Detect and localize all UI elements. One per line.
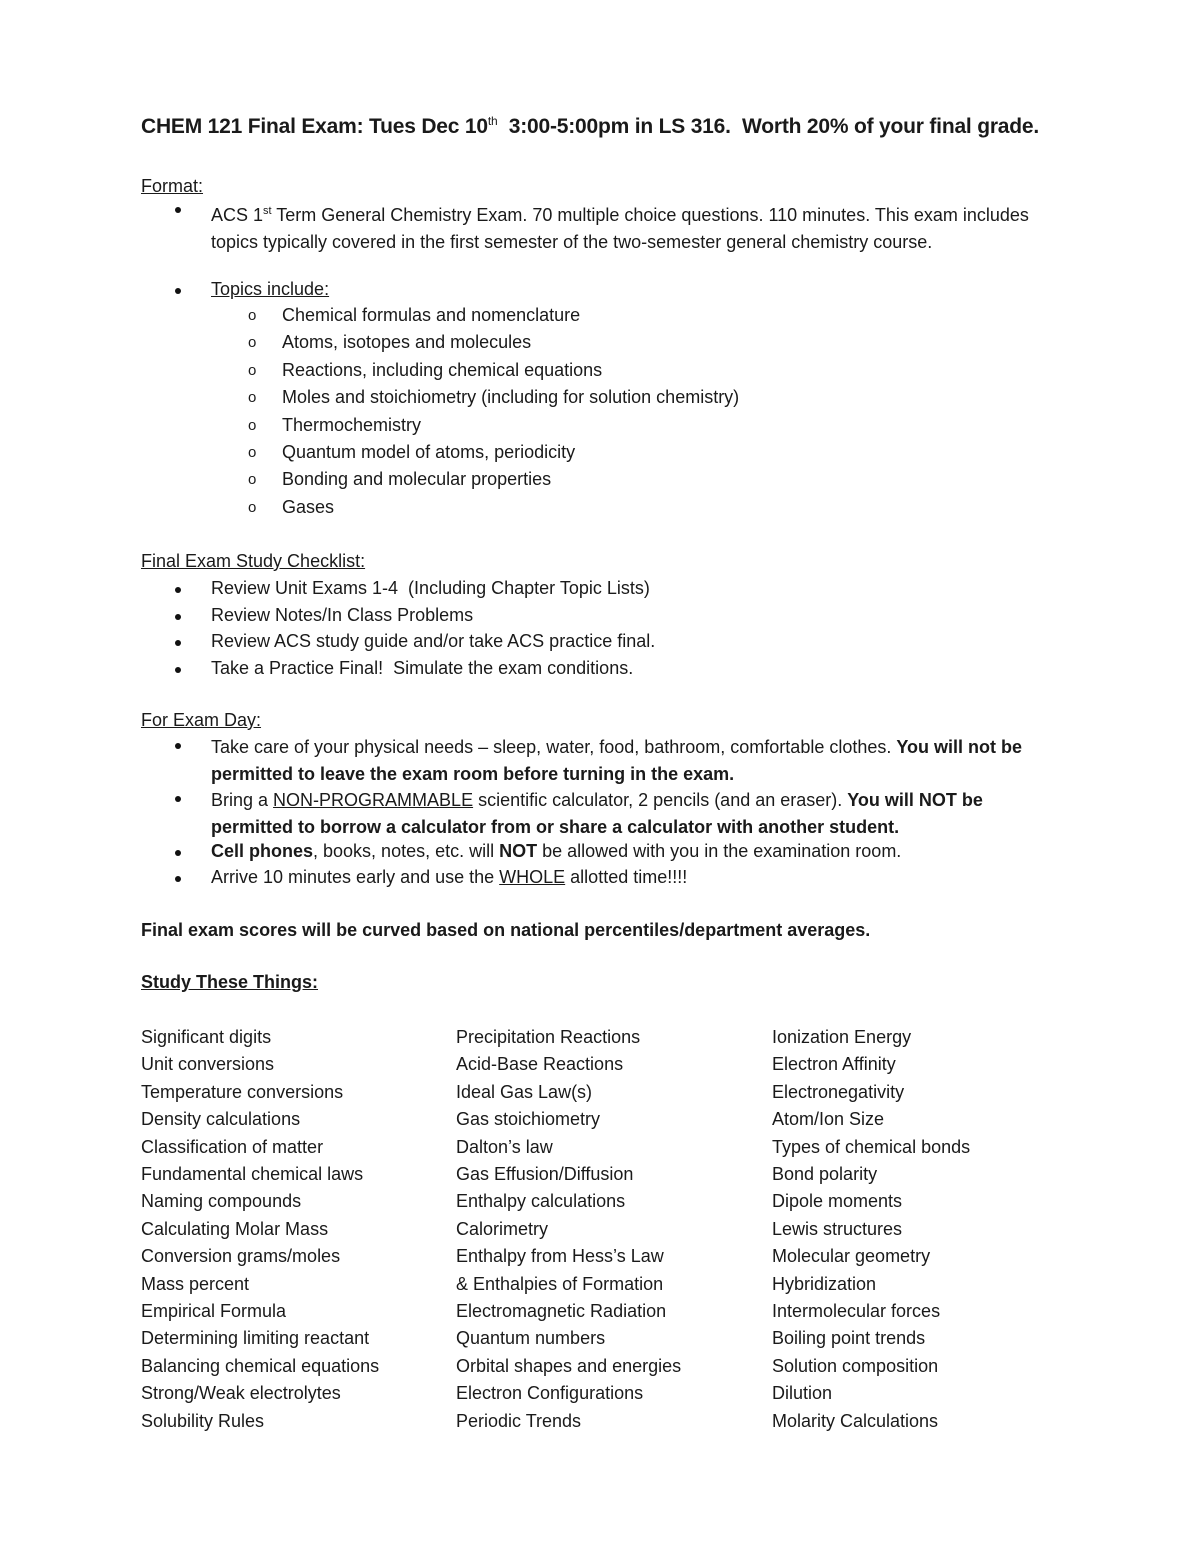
study-item: Electromagnetic Radiation (456, 1301, 667, 1321)
checklist-item: Review Notes/In Class Problems (211, 605, 474, 625)
exam-day-item2-pre: Bring a (211, 790, 274, 810)
exam-day-item2-bold: You will NOT be permitted to borrow a calculator from or share a calculator with another student. (211, 790, 983, 837)
study-item: Calorimetry (456, 1219, 549, 1239)
exam-day-item3-bold2: NOT (499, 841, 538, 861)
sub-bullet-marker: o (248, 307, 257, 324)
study-item: Solution composition (772, 1356, 939, 1376)
format-item1-sup: st (263, 205, 272, 217)
study-item: Naming compounds (141, 1191, 302, 1211)
study-item: Balancing chemical equations (141, 1356, 380, 1376)
study-item: Bond polarity (772, 1164, 878, 1184)
study-item: Electron Affinity (772, 1054, 896, 1074)
study-heading: Study These Things: (141, 972, 319, 992)
study-item: Boiling point trends (772, 1328, 926, 1348)
sub-bullet-marker: o (248, 499, 257, 516)
study-item: Unit conversions (141, 1054, 275, 1074)
study-item: Temperature conversions (141, 1082, 344, 1102)
exam-day-item4-pre: Arrive 10 minutes early and use the (211, 867, 500, 887)
study-item: Calculating Molar Mass (141, 1219, 329, 1239)
sub-bullet-marker: o (248, 389, 257, 406)
sub-bullet-marker: o (248, 471, 257, 488)
study-item: Solubility Rules (141, 1411, 265, 1431)
study-item: Quantum numbers (456, 1328, 606, 1348)
exam-day-item2-under: NON-PROGRAMMABLE (273, 790, 474, 810)
exam-day-item1-bold: You will not be permitted to leave the exam room before turning in the exam. (211, 737, 1023, 784)
bullet-dot (175, 876, 181, 882)
sub-bullet-marker: o (248, 417, 257, 434)
study-item: Dalton’s law (456, 1137, 553, 1157)
bullet-dot (175, 796, 181, 802)
study-item: Periodic Trends (456, 1411, 582, 1431)
exam-day-item4-under: WHOLE (499, 867, 566, 887)
study-item: Electronegativity (772, 1082, 905, 1102)
topic-item: Reactions, including chemical equations (282, 360, 603, 380)
study-item: Determining limiting reactant (141, 1328, 370, 1348)
page-title (141, 114, 1039, 139)
study-item: & Enthalpies of Formation (456, 1274, 664, 1294)
study-item: Gas stoichiometry (456, 1109, 601, 1129)
study-item: Types of chemical bonds (772, 1137, 971, 1157)
exam-day-item-arrive (211, 867, 687, 888)
sub-bullet-marker: o (248, 362, 257, 379)
topic-item: Bonding and molecular properties (282, 469, 552, 489)
topics-label: Topics include: (211, 279, 330, 299)
topic-item: Gases (282, 497, 335, 517)
study-item: Gas Effusion/Diffusion (456, 1164, 634, 1184)
study-item: Empirical Formula (141, 1301, 287, 1321)
study-item: Ideal Gas Law(s) (456, 1082, 593, 1102)
sub-bullet-marker: o (248, 334, 257, 351)
study-item: Precipitation Reactions (456, 1027, 641, 1047)
study-item: Strong/Weak electrolytes (141, 1383, 341, 1403)
bullet-dot (175, 614, 181, 620)
study-item: Intermolecular forces (772, 1301, 941, 1321)
topic-item: Quantum model of atoms, periodicity (282, 442, 576, 462)
study-item: Classification of matter (141, 1137, 324, 1157)
format-item1-post: Term General Chemistry Exam. 70 multiple choice questions. 110 minutes. This exam includes topics typically covered in the first semester of the two-semester general chemistry course. (211, 205, 1029, 252)
format-heading: Format: (141, 176, 204, 196)
exam-day-item-calculator (211, 787, 1051, 841)
study-item: Density calculations (141, 1109, 301, 1129)
study-item: Significant digits (141, 1027, 272, 1047)
study-item: Fundamental chemical laws (141, 1164, 364, 1184)
study-item: Enthalpy from Hess’s Law (456, 1246, 664, 1266)
exam-day-item4-post: allotted time!!!! (565, 867, 688, 887)
study-item: Dilution (772, 1383, 833, 1403)
exam-day-item2-mid: scientific calculator, 2 pencils (and an eraser). (473, 790, 848, 810)
study-item: Atom/Ion Size (772, 1109, 885, 1129)
sub-bullet-marker: o (248, 444, 257, 461)
exam-day-item-needs (211, 734, 1051, 788)
bullet-dot (175, 743, 181, 749)
study-item: Acid-Base Reactions (456, 1054, 624, 1074)
bullet-dot (175, 850, 181, 856)
bullet-dot (175, 667, 181, 673)
exam-day-item1-plain: Take care of your physical needs – sleep, water, food, bathroom, comfortable clothes. (211, 737, 897, 757)
study-item: Enthalpy calculations (456, 1191, 626, 1211)
bullet-dot (175, 640, 181, 646)
title-superscript: th (487, 114, 498, 128)
exam-day-item-phones (211, 841, 901, 862)
format-item1-pre: ACS 1 (211, 205, 264, 225)
study-item: Electron Configurations (456, 1383, 644, 1403)
title-part2: 3:00-5:00pm in LS 316. Worth 20% of your final grade. (497, 115, 1040, 138)
topic-item: Chemical formulas and nomenclature (282, 305, 581, 325)
study-item: Hybridization (772, 1274, 877, 1294)
study-item: Ionization Energy (772, 1027, 912, 1047)
study-item: Conversion grams/moles (141, 1246, 341, 1266)
study-item: Dipole moments (772, 1191, 903, 1211)
bullet-dot (175, 288, 181, 294)
exam-day-heading: For Exam Day: (141, 710, 262, 730)
checklist-item: Review Unit Exams 1-4 (Including Chapter Topic Lists) (211, 578, 650, 598)
topic-item: Thermochemistry (282, 415, 422, 435)
bullet-dot (175, 587, 181, 593)
study-item: Molarity Calculations (772, 1411, 939, 1431)
exam-day-item3-post: be allowed with you in the examination room. (537, 841, 902, 861)
study-item: Molecular geometry (772, 1246, 931, 1266)
study-item: Lewis structures (772, 1219, 903, 1239)
checklist-item: Take a Practice Final! Simulate the exam conditions. (211, 658, 634, 678)
topic-item: Moles and stoichiometry (including for solution chemistry) (282, 387, 740, 407)
topic-item: Atoms, isotopes and molecules (282, 332, 532, 352)
exam-day-item3-bold1: Cell phones (211, 841, 314, 861)
checklist-item: Review ACS study guide and/or take ACS practice final. (211, 631, 656, 651)
checklist-heading: Final Exam Study Checklist: (141, 551, 366, 571)
title-part1: CHEM 121 Final Exam: Tues Dec 10 (141, 115, 488, 138)
study-item: Mass percent (141, 1274, 250, 1294)
exam-day-item3-mid: , books, notes, etc. will (313, 841, 500, 861)
curve-note: Final exam scores will be curved based on national percentiles/department averages. (141, 920, 871, 940)
bullet-dot (175, 207, 181, 213)
format-item-exam (211, 198, 1051, 256)
study-item: Orbital shapes and energies (456, 1356, 682, 1376)
